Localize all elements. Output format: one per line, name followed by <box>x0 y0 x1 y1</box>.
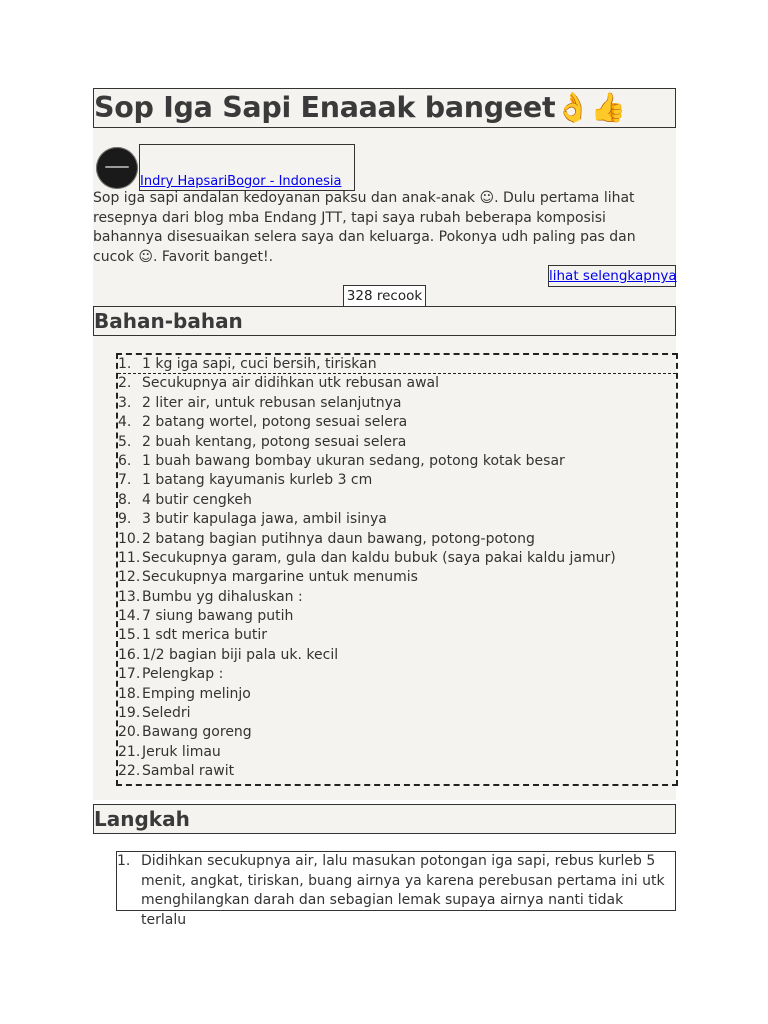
ingredient-text: 1 buah bawang bombay ukuran sedang, potong kotak besar <box>142 452 565 469</box>
ingredient-number: 2. <box>118 375 132 392</box>
ingredient-text: Pelengkap : <box>142 666 224 683</box>
ingredient-number: 11. <box>118 549 141 566</box>
ingredient-item <box>118 685 676 704</box>
ingredient-item <box>118 355 676 374</box>
ingredient-item <box>118 549 676 568</box>
ingredient-number: 10. <box>118 530 141 547</box>
ingredient-number: 21. <box>118 743 141 760</box>
ingredient-item <box>118 607 676 626</box>
step-item <box>117 852 675 930</box>
ingredient-item <box>118 704 676 723</box>
ingredient-text: 3 butir kapulaga jawa, ambil isinya <box>142 511 387 528</box>
recook-count[interactable]: 328 recook <box>343 285 426 307</box>
ingredient-text: 1 kg iga sapi, cuci bersih, tiriskan <box>142 356 377 372</box>
ingredient-item <box>118 530 676 549</box>
ingredient-item <box>118 743 676 762</box>
ingredient-number: 12. <box>118 569 141 586</box>
ingredient-number: 6. <box>118 452 132 469</box>
ingredient-text: 1 batang kayumanis kurleb 3 cm <box>142 472 373 489</box>
ingredient-number: 22. <box>118 763 141 780</box>
ingredient-text: Secukupnya air didihkan utk rebusan awal <box>142 375 439 392</box>
ingredient-item <box>118 374 676 393</box>
ingredient-item <box>118 762 676 781</box>
ingredient-item <box>118 452 676 471</box>
ingredient-text: 1 sdt merica butir <box>142 627 267 644</box>
ingredient-item <box>118 510 676 529</box>
ingredient-number: 4. <box>118 414 132 431</box>
ingredient-item <box>118 413 676 432</box>
ingredient-number: 13. <box>118 588 141 605</box>
ingredient-number: 14. <box>118 608 141 625</box>
ingredient-text: Bawang goreng <box>142 724 252 741</box>
ingredient-text: 7 siung bawang putih <box>142 608 294 625</box>
ingredient-text: Secukupnya garam, gula dan kaldu bubuk (saya pakai kaldu jamur) <box>142 549 616 566</box>
ingredient-number: 16. <box>118 646 141 663</box>
ingredient-number: 19. <box>118 705 141 722</box>
ingredient-item <box>118 626 676 645</box>
ingredient-item <box>118 665 676 684</box>
ingredient-item <box>118 491 676 510</box>
recipe-title: Sop Iga Sapi Enaaak bangeet👌👍 <box>94 91 626 124</box>
step-text: Didihkan secukupnya air, lalu masukan potongan iga sapi, rebus kurleb 5 menit, angkat, tiriskan, buang airnya ya karena perebusan pertama ini utk menghilangkan darah dan sebagian lemak supaya airnya nanti tidak terlalu <box>141 853 665 928</box>
ingredient-text: 2 buah kentang, potong sesuai selera <box>142 433 407 450</box>
title-box <box>93 88 676 128</box>
ingredient-text: Sambal rawit <box>142 763 235 780</box>
ingredient-text: Bumbu yg dihaluskan : <box>142 588 303 605</box>
author-avatar[interactable] <box>96 147 138 189</box>
ingredient-item <box>118 433 676 452</box>
ingredient-number: 7. <box>118 472 132 489</box>
ingredient-number: 20. <box>118 724 141 741</box>
ingredient-list <box>116 353 678 786</box>
author-link[interactable]: Indry HapsariBogor - Indonesia <box>140 174 342 189</box>
ingredient-number: 3. <box>118 394 132 411</box>
steps-heading: Langkah <box>94 807 190 831</box>
ingredient-text: 4 butir cengkeh <box>142 491 252 508</box>
ingredient-item <box>118 568 676 587</box>
ingredient-number: 8. <box>118 491 132 508</box>
ingredient-item <box>118 471 676 490</box>
steps-header <box>93 804 676 834</box>
ingredient-text: 2 batang wortel, potong sesuai selera <box>142 414 408 431</box>
ingredient-number: 5. <box>118 433 132 450</box>
ingredient-item <box>118 723 676 742</box>
ingredient-number: 1. <box>118 356 132 372</box>
ingredient-text: 2 batang bagian putihnya daun bawang, potong-potong <box>142 530 535 547</box>
ingredients-header <box>93 306 676 336</box>
recipe-description: Sop iga sapi andalan kedoyanan paksu dan anak-anak ☺. Dulu pertama lihat resepnya dari blog mba Endang JTT, tapi saya rubah beberapa komposisi bahannya disesuaikan selera saya dan keluarga. Pokonya udh paling pas dan cucok ☺. Favorit banget!. <box>93 190 636 265</box>
step-list <box>116 851 676 928</box>
ingredient-text: 2 liter air, untuk rebusan selanjutnya <box>142 394 402 411</box>
ingredient-number: 18. <box>118 685 141 702</box>
ingredient-text: Seledri <box>142 705 191 722</box>
more-link[interactable]: lihat selengkapnya <box>548 265 676 287</box>
ingredients-heading: Bahan-bahan <box>94 309 243 333</box>
ingredient-number: 15. <box>118 627 141 644</box>
ingredient-number: 17. <box>118 666 141 683</box>
ingredient-item <box>118 646 676 665</box>
ingredient-text: Emping melinjo <box>142 685 251 702</box>
ingredient-item <box>118 394 676 413</box>
ingredient-item <box>118 588 676 607</box>
ingredient-text: Secukupnya margarine untuk menumis <box>142 569 418 586</box>
ingredient-text: Jeruk limau <box>142 743 221 760</box>
ingredient-number: 9. <box>118 511 132 528</box>
step-number: 1. <box>117 853 131 869</box>
ingredient-text: 1/2 bagian biji pala uk. kecil <box>142 646 339 663</box>
